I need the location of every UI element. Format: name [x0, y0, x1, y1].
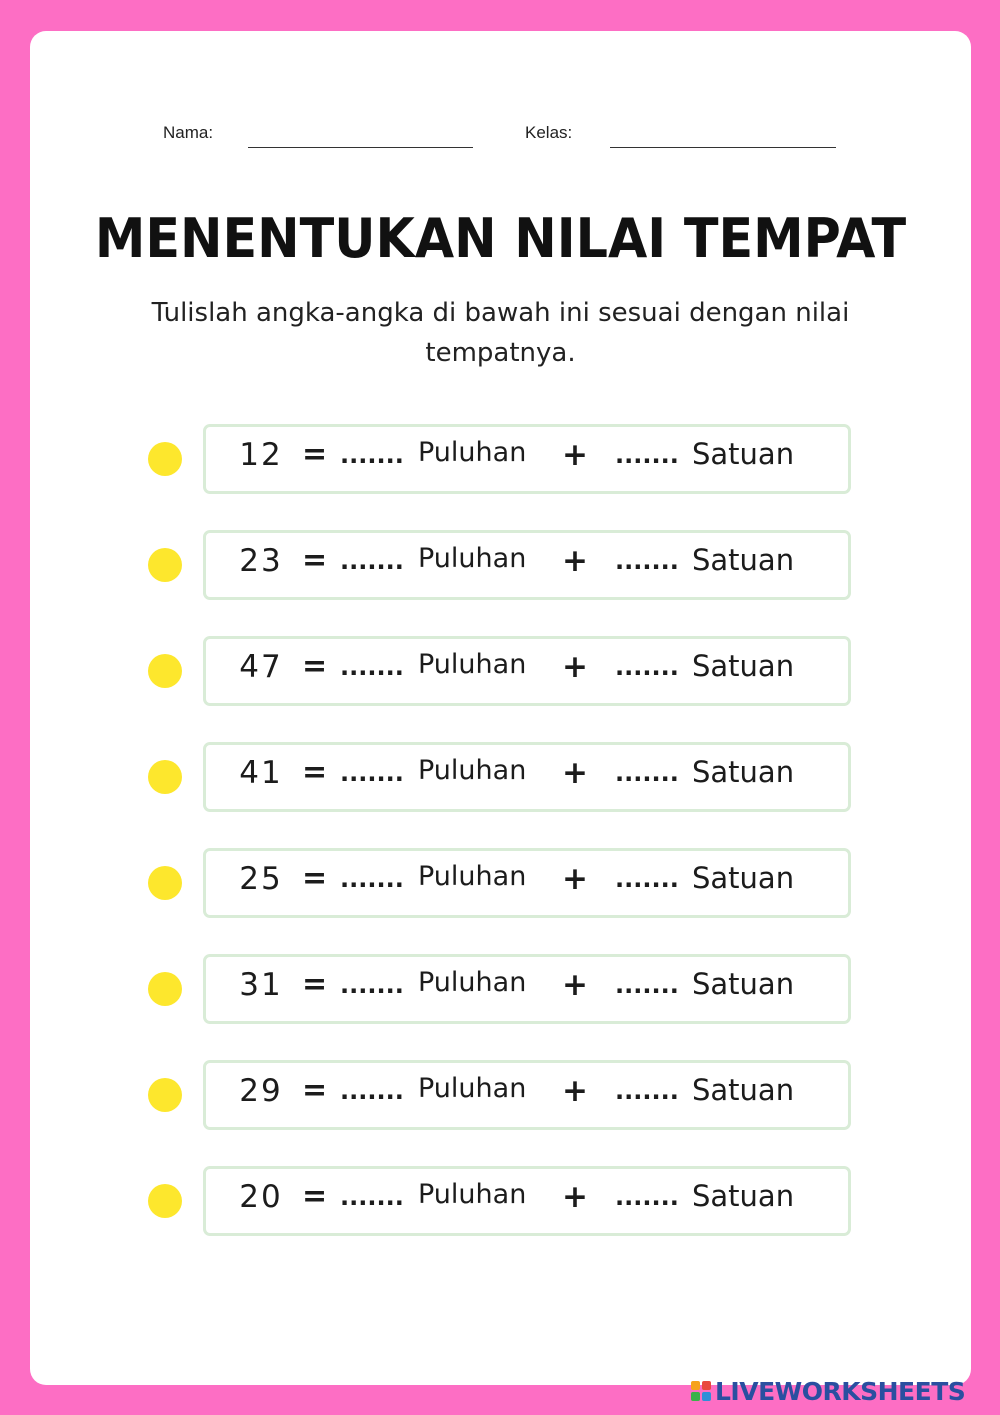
ones-label: Satuan — [692, 437, 795, 471]
number: 12 — [239, 437, 283, 473]
equals-sign: = — [302, 1073, 328, 1108]
tens-answer-blank[interactable]: ....... — [340, 441, 404, 469]
bullet-dot — [148, 442, 182, 476]
bullet-dot — [148, 866, 182, 900]
exercise-box — [203, 424, 851, 494]
number: 20 — [239, 1179, 283, 1215]
number: 41 — [239, 755, 283, 791]
exercise-row — [30, 424, 971, 494]
exercise-row — [30, 848, 971, 918]
plus-sign: + — [562, 437, 588, 473]
name-label: Nama: — [163, 123, 214, 142]
equals-sign: = — [302, 755, 328, 790]
name-input-line[interactable] — [248, 147, 473, 148]
exercise-box — [203, 530, 851, 600]
worksheet-page — [30, 31, 971, 1385]
bullet-dot — [148, 1078, 182, 1112]
ones-answer-blank[interactable]: ....... — [615, 865, 679, 893]
ones-answer-blank[interactable]: ....... — [615, 759, 679, 787]
exercise-box — [203, 954, 851, 1024]
equals-sign: = — [302, 1179, 328, 1214]
ones-answer-blank[interactable]: ....... — [615, 1183, 679, 1211]
class-input-line[interactable] — [610, 147, 836, 148]
liveworksheets-logo-icon — [691, 1381, 711, 1401]
ones-label: Satuan — [692, 755, 795, 789]
tens-label: Puluhan — [418, 543, 527, 574]
class-label: Kelas: — [525, 123, 573, 142]
ones-answer-blank[interactable]: ....... — [615, 1077, 679, 1105]
ones-answer-blank[interactable]: ....... — [615, 547, 679, 575]
exercise-row — [30, 742, 971, 812]
plus-sign: + — [562, 649, 588, 685]
exercise-box — [203, 848, 851, 918]
instruction-text: Tulislah angka-angka di bawah ini sesuai dengan nilai tempatnya. — [151, 298, 850, 368]
equals-sign: = — [302, 543, 328, 578]
plus-sign: + — [562, 861, 588, 897]
bullet-dot — [148, 760, 182, 794]
worksheet-title: MENENTUKAN NILAI TEMPAT — [94, 207, 907, 270]
number: 25 — [239, 861, 283, 897]
tens-answer-blank[interactable]: ....... — [340, 865, 404, 893]
number: 29 — [239, 1073, 283, 1109]
tens-label: Puluhan — [418, 649, 527, 680]
ones-label: Satuan — [692, 649, 795, 683]
exercise-row — [30, 636, 971, 706]
ones-label: Satuan — [692, 1179, 795, 1213]
tens-label: Puluhan — [418, 861, 527, 892]
equals-sign: = — [302, 649, 328, 684]
number: 23 — [239, 543, 283, 579]
exercise-row — [30, 1166, 971, 1236]
bullet-dot — [148, 548, 182, 582]
brand-name: LIVEWORKSHEETS — [715, 1376, 966, 1406]
exercise-box — [203, 742, 851, 812]
tens-label: Puluhan — [418, 1179, 527, 1210]
plus-sign: + — [562, 1179, 588, 1215]
bullet-dot — [148, 1184, 182, 1218]
tens-answer-blank[interactable]: ....... — [340, 1077, 404, 1105]
tens-label: Puluhan — [418, 755, 527, 786]
exercise-box — [203, 1166, 851, 1236]
tens-answer-blank[interactable]: ....... — [340, 759, 404, 787]
exercise-row — [30, 1060, 971, 1130]
exercise-box — [203, 636, 851, 706]
ones-answer-blank[interactable]: ....... — [615, 653, 679, 681]
ones-label: Satuan — [692, 1073, 795, 1107]
bullet-dot — [148, 654, 182, 688]
ones-answer-blank[interactable]: ....... — [615, 971, 679, 999]
tens-label: Puluhan — [418, 1073, 527, 1104]
plus-sign: + — [562, 967, 588, 1003]
tens-answer-blank[interactable]: ....... — [340, 1183, 404, 1211]
equals-sign: = — [302, 967, 328, 1002]
equals-sign: = — [302, 861, 328, 896]
tens-answer-blank[interactable]: ....... — [340, 971, 404, 999]
bullet-dot — [148, 972, 182, 1006]
number: 47 — [239, 649, 283, 685]
liveworksheets-logo[interactable] — [691, 1378, 965, 1404]
plus-sign: + — [562, 543, 588, 579]
tens-label: Puluhan — [418, 437, 527, 468]
tens-answer-blank[interactable]: ....... — [340, 547, 404, 575]
number: 31 — [239, 967, 283, 1003]
equals-sign: = — [302, 437, 328, 472]
exercise-row — [30, 530, 971, 600]
ones-label: Satuan — [692, 861, 795, 895]
exercise-box — [203, 1060, 851, 1130]
ones-label: Satuan — [692, 967, 795, 1001]
ones-label: Satuan — [692, 543, 795, 577]
ones-answer-blank[interactable]: ....... — [615, 441, 679, 469]
exercise-row — [30, 954, 971, 1024]
plus-sign: + — [562, 755, 588, 791]
tens-answer-blank[interactable]: ....... — [340, 653, 404, 681]
tens-label: Puluhan — [418, 967, 527, 998]
plus-sign: + — [562, 1073, 588, 1109]
